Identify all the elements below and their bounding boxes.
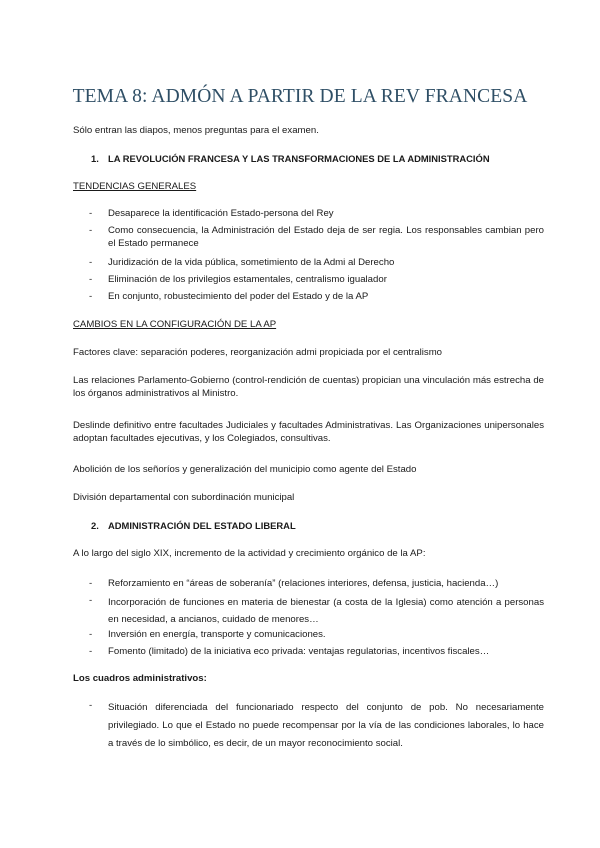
section-1-heading [91, 152, 490, 165]
paragraph: División departamental con subordinación municipal [73, 492, 295, 503]
list-item-text: Juridización de la vida pública, sometimiento de la Admi al Derecho [108, 257, 395, 268]
list-item-text: Eliminación de los privilegios estamentales, centralismo igualador [108, 274, 387, 285]
paragraph: Abolición de los señoríos y generalización del municipio como agente del Estado [73, 464, 417, 475]
list-item-text: Reforzamiento en “áreas de soberanía” (relaciones interiores, defensa, justicia, hacienda…) [108, 578, 499, 589]
subheading-tendencias: TENDENCIAS GENERALES [73, 181, 197, 192]
page-title: TEMA 8: ADMÓN A PARTIR DE LA REV FRANCESA [72, 86, 528, 107]
section-2-intro: A lo largo del siglo XIX, incremento de la actividad y crecimiento orgánico de la AP: [73, 548, 426, 559]
dash-bullet: - [89, 291, 93, 302]
list-item-text: Fomento (limitado) de la iniciativa eco privada: ventajas regulatorias, incentivos fiscales… [108, 646, 490, 657]
paragraph: Factores clave: separación poderes, reorganización admi propiciada por el centralismo [73, 347, 443, 358]
dash-bullet: - [89, 595, 93, 606]
section-2-heading [91, 519, 296, 532]
list-item-text: Desaparece la identificación Estado-persona del Rey [108, 208, 334, 219]
subheading-cambios: CAMBIOS EN LA CONFIGURACIÓN DE LA AP [73, 319, 277, 330]
section-2-heading-text: ADMINISTRACIÓN DEL ESTADO LIBERAL [108, 520, 296, 531]
intro-note: Sólo entran las diapos, menos preguntas para el examen. [73, 125, 319, 136]
dash-bullet: - [89, 646, 93, 657]
list-item-text: Inversión en energía, transporte y comunicaciones. [108, 629, 326, 640]
dash-bullet: - [89, 700, 93, 711]
dash-bullet: - [89, 208, 93, 219]
dash-bullet: - [89, 629, 93, 640]
dash-bullet: - [89, 225, 93, 236]
section-1-heading-text: LA REVOLUCIÓN FRANCESA Y LAS TRANSFORMACIONES DE LA ADMINISTRACIÓN [108, 153, 490, 164]
paragraph: Las relaciones Parlamento-Gobierno (control-rendición de cuentas) propician una vinculación más estrecha de los órganos administrativos al Ministro. [73, 375, 544, 399]
section-1-number: 1. [91, 153, 99, 164]
dash-bullet: - [89, 578, 93, 589]
section-2-number: 2. [91, 520, 99, 531]
paragraph: Deslinde definitivo entre facultades Judiciales y facultades Administrativas. Las Organizaciones unipersonales adoptan facultades ejecutivas, y los Colegiados, consultivas. [73, 420, 544, 444]
cuadros-heading: Los cuadros administrativos: [73, 673, 207, 684]
list-item-text: En conjunto, robustecimiento del poder del Estado y de la AP [108, 291, 369, 302]
list-item-text: Situación diferenciada del funcionariado respecto del conjunto de pob. No necesariamente privilegiado. Lo que el Estado no puede recompensar por la vía de las condiciones laborales, lo hace a través de lo simbólico, es decir, de un mayor reconocimiento social. [108, 702, 544, 749]
dash-bullet: - [89, 257, 93, 268]
list-item-text: Como consecuencia, la Administración del Estado deja de ser regia. Los responsables cambian pero el Estado permanece [108, 225, 544, 249]
dash-bullet: - [89, 274, 93, 285]
list-item-text: Incorporación de funciones en materia de bienestar (a costa de la Iglesia) como atención a personas en necesidad, a ancianos, cuidado de menores… [108, 597, 544, 625]
